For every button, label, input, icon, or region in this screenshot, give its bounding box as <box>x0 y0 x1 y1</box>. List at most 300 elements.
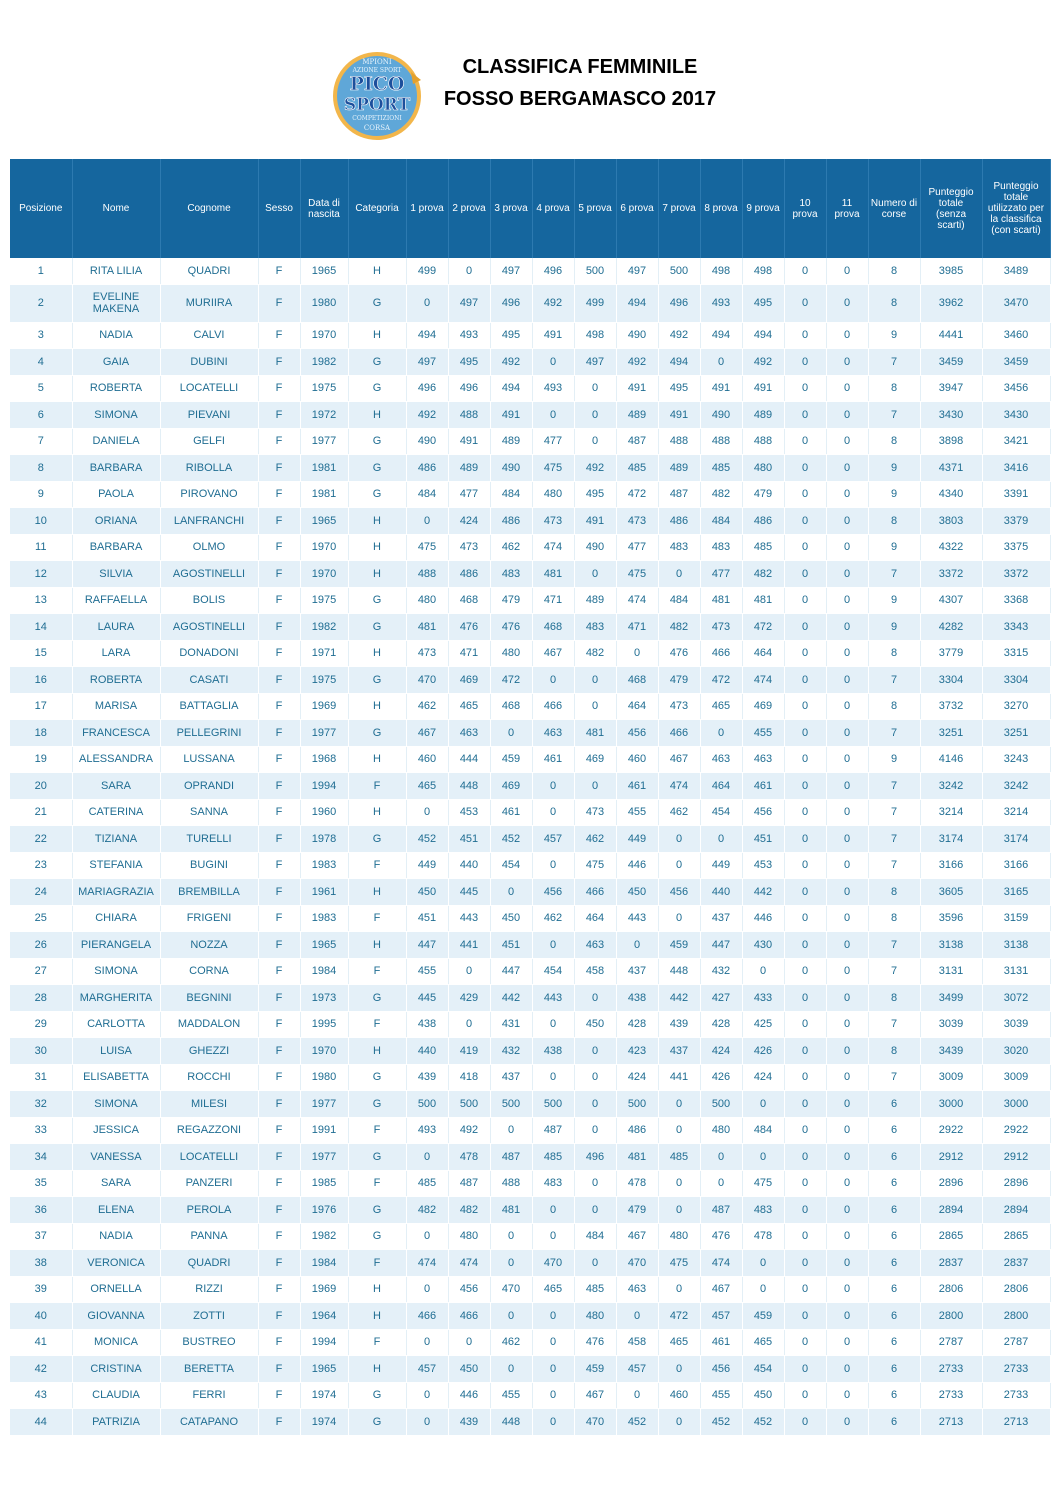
table-row <box>10 1091 1050 1118</box>
table-row <box>10 455 1050 482</box>
table-cell: 476 <box>700 1223 742 1250</box>
table-cell: 1977 <box>300 1091 348 1118</box>
table-cell: 0 <box>826 985 868 1012</box>
table-cell: F <box>258 1329 300 1356</box>
table-cell: 0 <box>700 349 742 376</box>
table-cell: 475 <box>616 561 658 588</box>
table-cell: 460 <box>658 1382 700 1409</box>
table-cell: 463 <box>448 720 490 747</box>
table-cell: NADIA <box>72 322 160 349</box>
table-cell: 1969 <box>300 1276 348 1303</box>
table-cell: 3379 <box>982 508 1050 535</box>
table-cell: 0 <box>700 1144 742 1171</box>
table-cell: 439 <box>406 1064 448 1091</box>
table-cell: 481 <box>574 720 616 747</box>
table-cell: 0 <box>574 402 616 429</box>
table-cell: 440 <box>406 1038 448 1065</box>
table-cell: 0 <box>532 1303 574 1330</box>
table-cell: 491 <box>616 375 658 402</box>
table-cell: 0 <box>826 852 868 879</box>
table-cell: 4146 <box>920 746 982 773</box>
table-cell: 0 <box>826 1303 868 1330</box>
table-cell: 0 <box>532 349 574 376</box>
table-cell: GIOVANNA <box>72 1303 160 1330</box>
table-cell: 0 <box>784 428 826 455</box>
table-cell: 0 <box>742 1144 784 1171</box>
table-cell: 0 <box>826 932 868 959</box>
table-cell: 3421 <box>982 428 1050 455</box>
table-cell: 1965 <box>300 1356 348 1383</box>
table-cell: 1981 <box>300 455 348 482</box>
table-cell: 485 <box>532 1144 574 1171</box>
table-cell: 8 <box>868 375 920 402</box>
table-cell: 7 <box>10 428 72 455</box>
table-cell: 4371 <box>920 455 982 482</box>
table-cell: 0 <box>826 322 868 349</box>
table-cell: 486 <box>658 508 700 535</box>
table-cell: CHIARA <box>72 905 160 932</box>
table-cell: 0 <box>826 905 868 932</box>
table-cell: 0 <box>742 1250 784 1277</box>
table-cell: AGOSTINELLI <box>160 561 258 588</box>
table-cell: 3138 <box>982 932 1050 959</box>
table-cell: 485 <box>574 1276 616 1303</box>
table-cell: 2896 <box>982 1170 1050 1197</box>
table-cell: F <box>258 852 300 879</box>
table-cell: 473 <box>448 534 490 561</box>
table-cell: 0 <box>574 428 616 455</box>
table-cell: F <box>258 402 300 429</box>
table-cell: 471 <box>616 614 658 641</box>
table-cell: 0 <box>532 799 574 826</box>
table-cell: 0 <box>448 1329 490 1356</box>
table-cell: 0 <box>658 826 700 853</box>
table-cell: 0 <box>532 1064 574 1091</box>
table-row <box>10 1064 1050 1091</box>
table-cell: 0 <box>826 1144 868 1171</box>
table-cell: 489 <box>658 455 700 482</box>
table-cell: 2733 <box>982 1382 1050 1409</box>
table-cell: 0 <box>784 1091 826 1118</box>
table-row <box>10 1011 1050 1038</box>
table-cell: 0 <box>826 879 868 906</box>
table-row <box>10 667 1050 694</box>
table-cell: 474 <box>700 1250 742 1277</box>
table-cell: 457 <box>616 1356 658 1383</box>
table-row <box>10 1117 1050 1144</box>
table-cell: 3000 <box>920 1091 982 1118</box>
table-cell: 465 <box>406 773 448 800</box>
table-cell: 491 <box>658 402 700 429</box>
column-header: Numero di corse <box>868 159 920 258</box>
table-cell: 498 <box>742 258 784 284</box>
table-cell: 0 <box>574 1197 616 1224</box>
table-cell: 2894 <box>982 1197 1050 1224</box>
table-cell: 471 <box>448 640 490 667</box>
table-cell: 494 <box>490 375 532 402</box>
table-cell: 495 <box>574 481 616 508</box>
table-cell: 0 <box>784 1276 826 1303</box>
table-cell: 2896 <box>920 1170 982 1197</box>
table-cell: 0 <box>574 1117 616 1144</box>
table-row <box>10 428 1050 455</box>
table-cell: 6 <box>868 1250 920 1277</box>
table-cell: F <box>258 1170 300 1197</box>
table-cell: H <box>348 561 406 588</box>
table-cell: 6 <box>868 1329 920 1356</box>
table-cell: 451 <box>406 905 448 932</box>
table-cell: 24 <box>10 879 72 906</box>
table-cell: 490 <box>406 428 448 455</box>
table-cell: 482 <box>742 561 784 588</box>
table-cell: 489 <box>742 402 784 429</box>
table-cell: 2733 <box>982 1356 1050 1383</box>
table-cell: H <box>348 640 406 667</box>
table-cell: 470 <box>616 1250 658 1277</box>
table-cell: 457 <box>700 1303 742 1330</box>
table-cell: 500 <box>532 1091 574 1118</box>
table-cell: 463 <box>616 1276 658 1303</box>
table-cell: 454 <box>700 799 742 826</box>
table-cell: 3039 <box>920 1011 982 1038</box>
table-cell: 495 <box>448 349 490 376</box>
table-cell: 2922 <box>982 1117 1050 1144</box>
table-cell: 465 <box>700 693 742 720</box>
table-cell: F <box>258 1117 300 1144</box>
table-cell: 487 <box>490 1144 532 1171</box>
svg-text:AZIONE SPORT: AZIONE SPORT <box>352 67 402 74</box>
table-cell: 485 <box>406 1170 448 1197</box>
table-cell: 466 <box>658 720 700 747</box>
table-cell: F <box>258 826 300 853</box>
table-cell: 428 <box>616 1011 658 1038</box>
table-cell: PANNA <box>160 1223 258 1250</box>
table-cell: 3416 <box>982 455 1050 482</box>
column-header: Punteggio totale utilizzato per la classifica (con scarti) <box>982 159 1050 258</box>
table-cell: 474 <box>742 667 784 694</box>
table-cell: 3372 <box>920 561 982 588</box>
table-cell: LUSSANA <box>160 746 258 773</box>
table-cell: 477 <box>700 561 742 588</box>
page-header <box>0 0 1058 158</box>
table-cell: 460 <box>616 746 658 773</box>
table-cell: ROBERTA <box>72 375 160 402</box>
table-cell: CORNA <box>160 958 258 985</box>
table-cell: 0 <box>826 508 868 535</box>
table-cell: 0 <box>784 1170 826 1197</box>
table-cell: 466 <box>532 693 574 720</box>
table-cell: 491 <box>574 508 616 535</box>
table-cell: PIEVANI <box>160 402 258 429</box>
table-cell: 0 <box>616 1382 658 1409</box>
table-cell: ORIANA <box>72 508 160 535</box>
table-cell: H <box>348 1356 406 1383</box>
table-cell: 1982 <box>300 614 348 641</box>
table-cell: 445 <box>406 985 448 1012</box>
table-cell: CALVI <box>160 322 258 349</box>
table-cell: 2806 <box>920 1276 982 1303</box>
table-cell: 0 <box>574 693 616 720</box>
table-cell: 454 <box>532 958 574 985</box>
table-row <box>10 1144 1050 1171</box>
table-cell: 480 <box>406 587 448 614</box>
table-cell: 26 <box>10 932 72 959</box>
table-cell: RIZZI <box>160 1276 258 1303</box>
table-cell: 1965 <box>300 932 348 959</box>
table-cell: 0 <box>826 1117 868 1144</box>
table-cell: 483 <box>742 1197 784 1224</box>
table-cell: 450 <box>742 1382 784 1409</box>
table-cell: 456 <box>616 720 658 747</box>
table-cell: LOCATELLI <box>160 375 258 402</box>
table-cell: 469 <box>742 693 784 720</box>
table-cell: 8 <box>868 1038 920 1065</box>
table-cell: 1972 <box>300 402 348 429</box>
table-cell: 464 <box>700 773 742 800</box>
table-cell: 426 <box>742 1038 784 1065</box>
table-cell: 2837 <box>982 1250 1050 1277</box>
table-cell: 0 <box>826 1329 868 1356</box>
table-cell: 0 <box>826 1038 868 1065</box>
table-cell: 3489 <box>982 258 1050 284</box>
table-cell: 0 <box>826 1064 868 1091</box>
table-cell: 3372 <box>982 561 1050 588</box>
table-cell: 0 <box>406 1144 448 1171</box>
table-cell: 482 <box>406 1197 448 1224</box>
table-cell: 6 <box>868 1117 920 1144</box>
table-cell: F <box>258 799 300 826</box>
table-cell: 489 <box>490 428 532 455</box>
column-header: Punteggio totale (senza scarti) <box>920 159 982 258</box>
table-cell: 486 <box>448 561 490 588</box>
table-cell: 0 <box>490 1356 532 1383</box>
table-cell: 7 <box>868 667 920 694</box>
table-cell: 4 <box>10 349 72 376</box>
table-cell: 449 <box>406 852 448 879</box>
table-cell: DONADONI <box>160 640 258 667</box>
table-cell: 0 <box>532 1409 574 1436</box>
table-cell: 0 <box>406 799 448 826</box>
table-cell: 0 <box>658 905 700 932</box>
table-cell: SIMONA <box>72 1091 160 1118</box>
table-cell: 480 <box>448 1223 490 1250</box>
table-cell: OLMO <box>160 534 258 561</box>
table-cell: 476 <box>658 640 700 667</box>
table-cell: 43 <box>10 1382 72 1409</box>
table-cell: 485 <box>658 1144 700 1171</box>
table-cell: 0 <box>784 958 826 985</box>
table-cell: 2787 <box>982 1329 1050 1356</box>
table-cell: 0 <box>574 667 616 694</box>
table-cell: 500 <box>490 1091 532 1118</box>
table-cell: 448 <box>448 773 490 800</box>
table-cell: 3605 <box>920 879 982 906</box>
table-cell: 0 <box>532 1382 574 1409</box>
table-cell: 492 <box>742 349 784 376</box>
table-cell: 450 <box>616 879 658 906</box>
table-cell: 7 <box>868 826 920 853</box>
table-cell: F <box>258 958 300 985</box>
table-cell: AGOSTINELLI <box>160 614 258 641</box>
column-header: 6 prova <box>616 159 658 258</box>
table-cell: 469 <box>448 667 490 694</box>
table-cell: 0 <box>826 534 868 561</box>
table-cell: 481 <box>616 1144 658 1171</box>
table-cell: 447 <box>700 932 742 959</box>
table-cell: 456 <box>532 879 574 906</box>
table-cell: 475 <box>742 1170 784 1197</box>
table-cell: 9 <box>868 746 920 773</box>
table-cell: G <box>348 349 406 376</box>
table-cell: 1970 <box>300 1038 348 1065</box>
column-header: 3 prova <box>490 159 532 258</box>
table-cell: 2865 <box>982 1223 1050 1250</box>
table-cell: F <box>258 481 300 508</box>
table-cell: 0 <box>700 720 742 747</box>
table-cell: G <box>348 455 406 482</box>
table-row <box>10 799 1050 826</box>
table-cell: 1964 <box>300 1303 348 1330</box>
table-cell: 0 <box>784 1382 826 1409</box>
table-cell: 3459 <box>920 349 982 376</box>
table-cell: 495 <box>490 322 532 349</box>
table-cell: 3072 <box>982 985 1050 1012</box>
table-cell: 31 <box>10 1064 72 1091</box>
table-cell: 0 <box>784 258 826 284</box>
table-cell: F <box>258 720 300 747</box>
table-cell: BARBARA <box>72 455 160 482</box>
table-row <box>10 322 1050 349</box>
table-cell: F <box>258 1144 300 1171</box>
table-cell: 1965 <box>300 508 348 535</box>
table-cell: 9 <box>868 455 920 482</box>
table-row <box>10 932 1050 959</box>
table-cell: 500 <box>658 258 700 284</box>
table-cell: 0 <box>658 1091 700 1118</box>
column-header: Cognome <box>160 159 258 258</box>
table-cell: 455 <box>406 958 448 985</box>
table-cell: 27 <box>10 958 72 985</box>
table-cell: 459 <box>742 1303 784 1330</box>
table-cell: 424 <box>616 1064 658 1091</box>
table-cell: 488 <box>700 428 742 455</box>
table-cell: 473 <box>616 508 658 535</box>
table-cell: 40 <box>10 1303 72 1330</box>
table-cell: G <box>348 985 406 1012</box>
table-cell: 500 <box>700 1091 742 1118</box>
table-cell: LARA <box>72 640 160 667</box>
table-cell: 497 <box>448 284 490 322</box>
table-cell: 493 <box>406 1117 448 1144</box>
table-cell: 0 <box>826 746 868 773</box>
table-cell: 479 <box>490 587 532 614</box>
table-cell: 7 <box>868 349 920 376</box>
table-cell: H <box>348 693 406 720</box>
table-cell: PANZERI <box>160 1170 258 1197</box>
table-cell: G <box>348 1382 406 1409</box>
table-cell: 0 <box>574 1038 616 1065</box>
table-cell: 474 <box>532 534 574 561</box>
table-cell: F <box>258 667 300 694</box>
table-cell: 3985 <box>920 258 982 284</box>
table-cell: 25 <box>10 905 72 932</box>
table-cell: 0 <box>784 481 826 508</box>
table-cell: 6 <box>868 1356 920 1383</box>
table-cell: 482 <box>700 481 742 508</box>
table-cell: LUISA <box>72 1038 160 1065</box>
table-cell: 0 <box>826 1276 868 1303</box>
table-cell: 6 <box>868 1197 920 1224</box>
table-cell: 494 <box>742 322 784 349</box>
table-cell: 480 <box>658 1223 700 1250</box>
table-cell: OPRANDI <box>160 773 258 800</box>
table-cell: 0 <box>826 258 868 284</box>
table-cell: 463 <box>574 932 616 959</box>
table-cell: F <box>348 958 406 985</box>
table-cell: 2865 <box>920 1223 982 1250</box>
table-cell: 0 <box>826 1091 868 1118</box>
table-cell: 465 <box>742 1329 784 1356</box>
table-cell: 1968 <box>300 746 348 773</box>
table-cell: 444 <box>448 746 490 773</box>
table-cell: 0 <box>826 1170 868 1197</box>
table-cell: 0 <box>784 826 826 853</box>
table-cell: 8 <box>868 640 920 667</box>
table-cell: BEGNINI <box>160 985 258 1012</box>
table-cell: 437 <box>658 1038 700 1065</box>
table-cell: 2 <box>10 284 72 322</box>
table-cell: 0 <box>784 614 826 641</box>
table-cell: 0 <box>658 561 700 588</box>
table-row <box>10 693 1050 720</box>
table-cell: 0 <box>784 773 826 800</box>
table-cell: 0 <box>784 1011 826 1038</box>
table-cell: F <box>258 349 300 376</box>
table-cell: 499 <box>574 284 616 322</box>
table-cell: PEROLA <box>160 1197 258 1224</box>
table-cell: 468 <box>532 614 574 641</box>
table-cell: G <box>348 1409 406 1436</box>
table-cell: 3391 <box>982 481 1050 508</box>
table-row <box>10 1197 1050 1224</box>
table-cell: PATRIZIA <box>72 1409 160 1436</box>
table-cell: 491 <box>490 402 532 429</box>
table-cell: F <box>258 614 300 641</box>
table-cell: MARGHERITA <box>72 985 160 1012</box>
table-row <box>10 852 1050 879</box>
table-cell: G <box>348 1064 406 1091</box>
svg-text:MPIONI: MPIONI <box>362 58 392 66</box>
table-cell: 488 <box>406 561 448 588</box>
table-cell: 433 <box>742 985 784 1012</box>
table-cell: 425 <box>742 1011 784 1038</box>
table-cell: 451 <box>490 932 532 959</box>
table-cell: 440 <box>700 879 742 906</box>
table-cell: 36 <box>10 1197 72 1224</box>
table-cell: 3460 <box>982 322 1050 349</box>
column-header: Nome <box>72 159 160 258</box>
table-cell: 37 <box>10 1223 72 1250</box>
table-cell: 452 <box>490 826 532 853</box>
table-cell: 0 <box>490 1223 532 1250</box>
table-cell: 0 <box>616 640 658 667</box>
table-cell: 1983 <box>300 852 348 879</box>
table-cell: 0 <box>658 1276 700 1303</box>
table-cell: 437 <box>616 958 658 985</box>
table-cell: 7 <box>868 402 920 429</box>
table-cell: 495 <box>742 284 784 322</box>
table-cell: 494 <box>616 284 658 322</box>
